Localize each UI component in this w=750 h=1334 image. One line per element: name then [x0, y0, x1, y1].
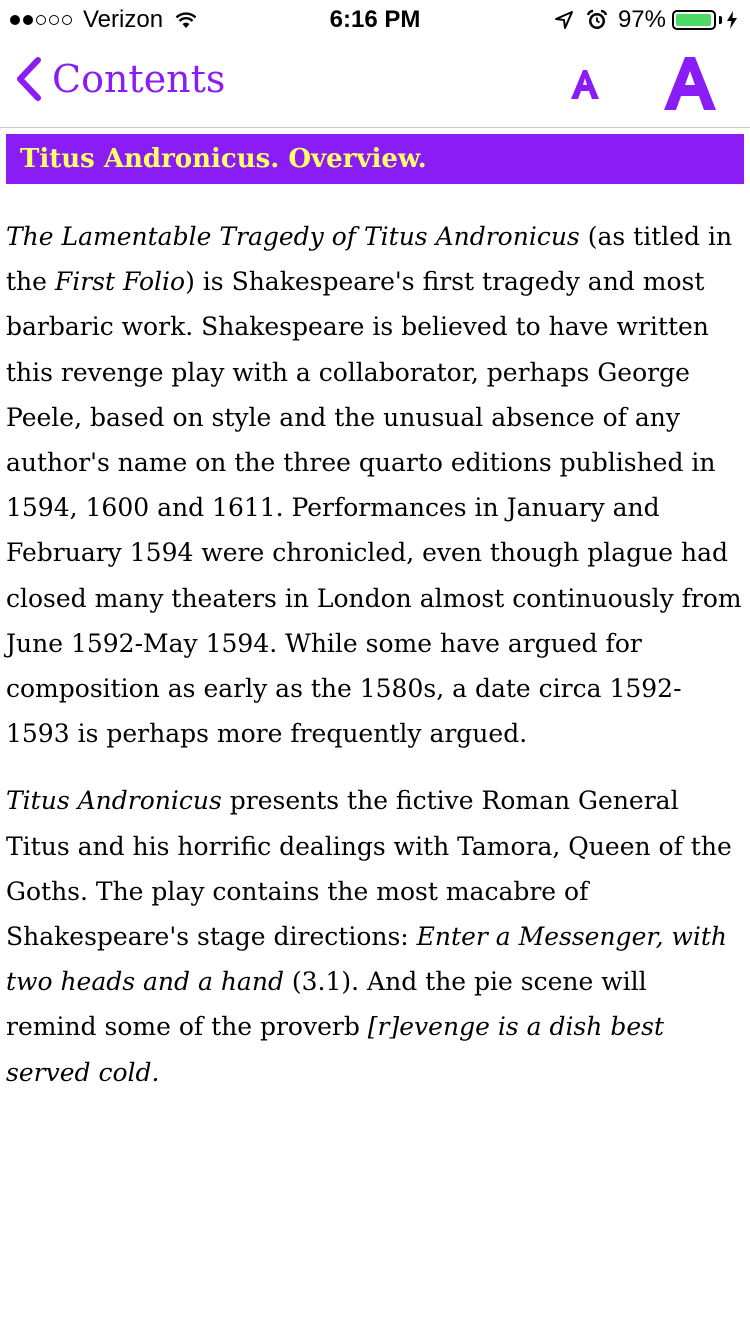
paragraph-text: (as titled in the	[6, 222, 733, 297]
location-arrow-icon	[554, 10, 574, 30]
status-right	[554, 6, 738, 34]
section-header	[6, 134, 744, 184]
paragraph-text: (3.1). And the pie scene will remind some of the proverb	[6, 967, 647, 1042]
paragraph-text: presents the fictive Roman General Titus and his horrific dealings with Tamora, Queen of the Goths. The play contains the most macabre of Shakespeare's stage directions:	[6, 786, 732, 952]
status-time: 6:16 PM	[329, 6, 421, 33]
alarm-clock-icon	[586, 9, 608, 31]
increase-font-size-button[interactable]	[660, 54, 720, 112]
battery-nub	[719, 16, 722, 24]
play-title-italic: The Lamentable Tragedy of Titus Andronicus	[6, 222, 580, 251]
battery-level-fill	[676, 14, 711, 26]
battery-percent: 97%	[617, 6, 666, 33]
status-bar	[0, 0, 750, 40]
play-title-italic: Titus Andronicus	[6, 786, 222, 816]
carrier-name: Verizon	[83, 6, 164, 33]
font-size-large-icon	[660, 54, 720, 112]
decrease-font-size-button[interactable]	[567, 66, 603, 102]
overview-text	[6, 214, 742, 1117]
navigation-bar	[0, 40, 750, 128]
paragraph-text: ) is Shakespeare's first tragedy and most barbaric work. Shakespeare is believed to have written this revenge play with a collaborator, perhaps George Peele, based on style and the unusual absence of any author's name on the three quarto editions published in 1594, 1600 and 1611. Performances in January and February 1594 were chronicled, even though plague had closed many theaters in London almost continuously from June 1592-May 1594. While some have argued for composition as early as the 1580s, a date circa 1592-1593 is perhaps more frequently argued.	[6, 267, 742, 749]
paragraph	[6, 778, 742, 1094]
first-folio-italic: First Folio	[54, 267, 186, 297]
back-to-contents-button[interactable]	[14, 56, 225, 102]
font-size-small-icon	[567, 66, 603, 102]
paragraph	[6, 214, 742, 756]
proverb-italic: [r]evenge is a dish best served cold.	[6, 1012, 664, 1087]
charging-bolt-icon	[726, 11, 738, 29]
chevron-left-icon	[14, 56, 42, 102]
battery-icon	[672, 10, 716, 30]
back-button-label: Contents	[52, 57, 226, 101]
section-title: Titus Andronicus. Overview.	[20, 144, 427, 174]
stage-direction-italic: Enter a Messenger, with two heads and a hand	[6, 922, 727, 997]
